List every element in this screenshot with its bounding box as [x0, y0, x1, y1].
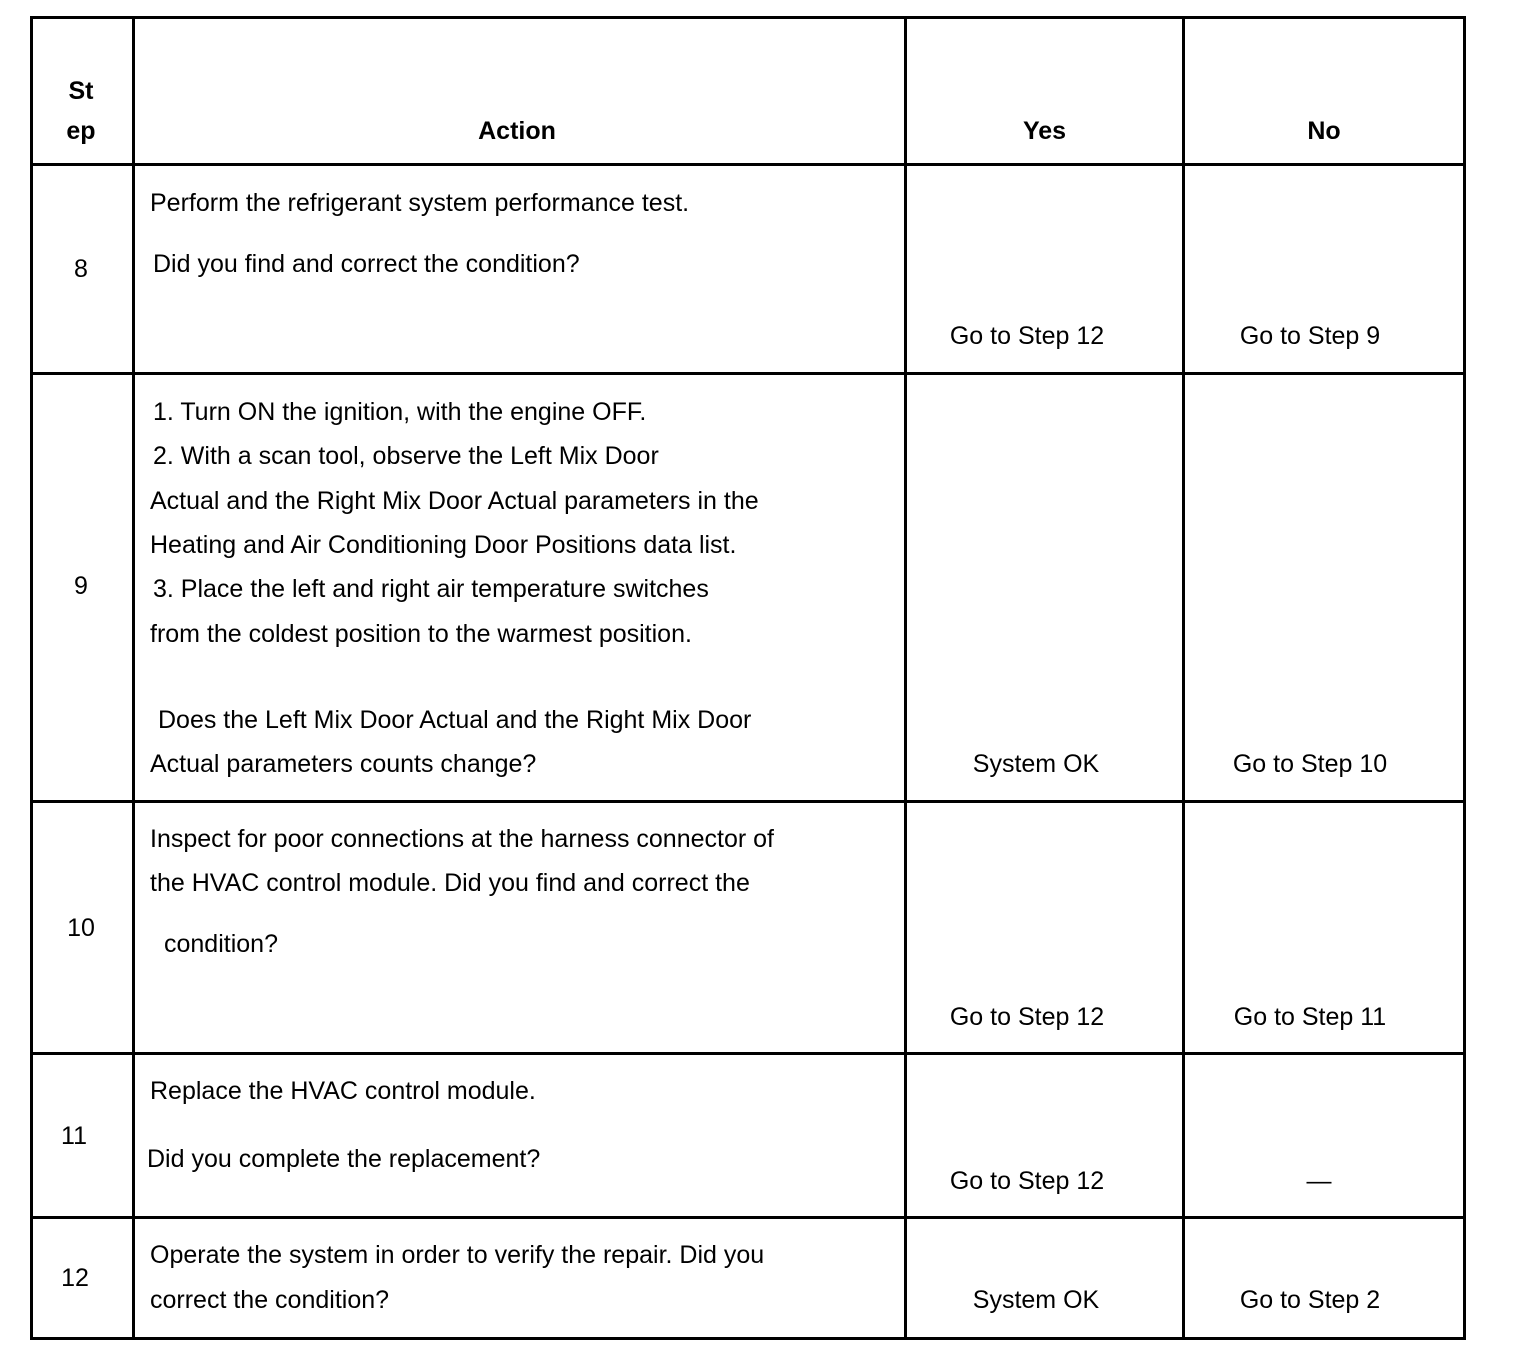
action-line: Actual and the Right Mix Door Actual parameters in the [150, 487, 759, 515]
no-outcome: — [1306, 1167, 1332, 1195]
action-line: from the coldest position to the warmest position. [150, 620, 692, 648]
yes-outcome: Go to Step 12 [949, 1003, 1105, 1031]
action-line: Operate the system in order to verify the repair. Did you [150, 1241, 765, 1269]
header-step-line2: ep [66, 117, 96, 145]
action-line: 1. Turn ON the ignition, with the engine OFF. [153, 398, 647, 426]
header-step-line1: St [68, 77, 94, 105]
action-line: Heating and Air Conditioning Door Positions data list. [150, 531, 737, 559]
no-outcome: Go to Step 10 [1232, 750, 1388, 778]
yes-outcome: Go to Step 12 [949, 1167, 1105, 1195]
yes-outcome: System OK [972, 1286, 1100, 1314]
yes-outcome: System OK [972, 750, 1100, 778]
step-number: 12 [61, 1264, 89, 1292]
action-line: condition? [164, 930, 278, 958]
table-border-top [30, 16, 1466, 19]
row-divider [30, 163, 1466, 166]
step-number: 10 [67, 914, 95, 942]
action-line: 3. Place the left and right air temperature switches [153, 575, 709, 603]
no-outcome: Go to Step 11 [1233, 1003, 1387, 1031]
table-border-bottom [30, 1337, 1466, 1340]
column-divider [1182, 16, 1185, 1340]
step-number: 11 [61, 1122, 87, 1150]
action-line: Replace the HVAC control module. [150, 1077, 536, 1105]
header-no: No [1307, 117, 1341, 145]
row-divider [30, 372, 1466, 375]
action-line: Did you find and correct the condition? [153, 250, 580, 278]
header-action: Action [478, 117, 556, 145]
no-outcome: Go to Step 2 [1239, 1286, 1381, 1314]
step-number: 9 [74, 572, 88, 600]
action-line: 2. With a scan tool, observe the Left Mix Door [153, 442, 659, 470]
action-line: Actual parameters counts change? [150, 750, 537, 778]
action-line: correct the condition? [150, 1286, 390, 1314]
action-line: Inspect for poor connections at the harness connector of [150, 825, 774, 853]
row-divider [30, 800, 1466, 803]
column-divider [904, 16, 907, 1340]
row-divider [30, 1216, 1466, 1219]
action-line: Did you complete the replacement? [147, 1145, 541, 1173]
action-line: Does the Left Mix Door Actual and the Right Mix Door [158, 706, 752, 734]
action-line: Perform the refrigerant system performance test. [150, 189, 690, 217]
diagnostic-table [30, 16, 1466, 1342]
action-line: the HVAC control module. Did you find and correct the [150, 869, 750, 897]
column-divider [132, 16, 135, 1340]
table-border-right [1463, 16, 1466, 1340]
no-outcome: Go to Step 9 [1239, 322, 1381, 350]
yes-outcome: Go to Step 12 [949, 322, 1105, 350]
row-divider [30, 1052, 1466, 1055]
header-yes: Yes [1022, 117, 1067, 145]
step-number: 8 [74, 255, 88, 283]
